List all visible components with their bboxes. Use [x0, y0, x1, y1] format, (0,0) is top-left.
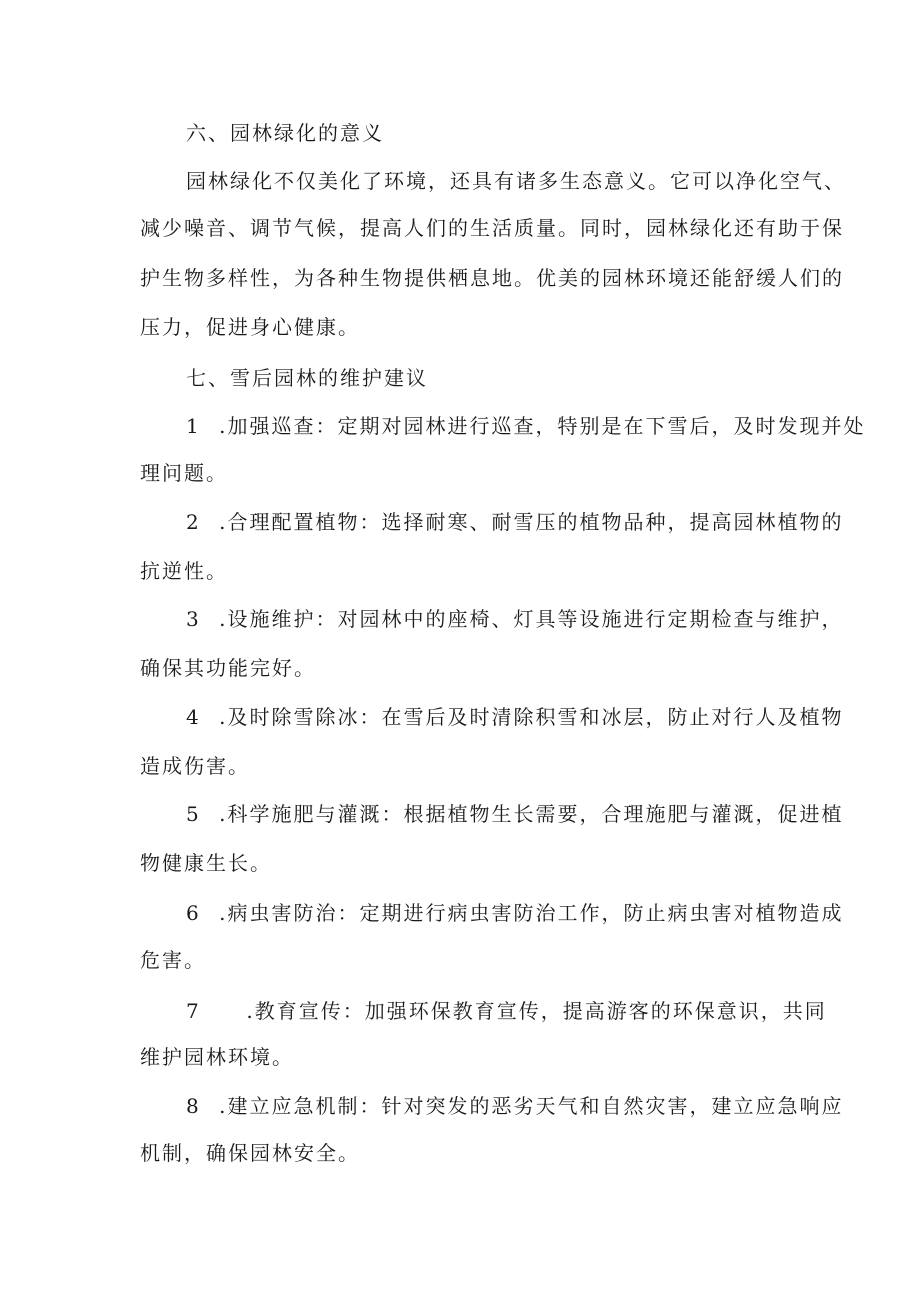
section-6-heading: 六、园林绿化的意义 [186, 121, 384, 145]
list-item-1-line-1 [186, 414, 865, 438]
list-item-5-text: .科学施肥与灌溉：根据植物生长需要，合理施肥与灌溉，促进植 [219, 802, 844, 826]
section-6-paragraph-line-2: 减少噪音、调节气候，提高人们的生活质量。同时，园林绿化还有助于保 [140, 216, 844, 240]
list-item-2-line-1 [186, 510, 843, 534]
list-item-1-line-2: 理问题。 [140, 461, 228, 485]
list-item-8-text: .建立应急机制：针对突发的恶劣天气和自然灾害，建立应急响应 [219, 1094, 844, 1118]
list-item-7-text: .教育宣传：加强环保教育宣传，提高游客的环保意识，共同 [246, 999, 827, 1023]
list-item-7-number: 7 [186, 999, 201, 1023]
list-item-8-number: 8 [186, 1094, 201, 1118]
list-item-4-line-1 [186, 705, 843, 729]
list-item-2-number: 2 [186, 510, 201, 534]
list-item-5-line-2: 物健康生长。 [140, 851, 272, 875]
list-item-7-line-2: 维护园林环境。 [140, 1045, 294, 1069]
list-item-2-text: .合理配置植物：选择耐寒、耐雪压的植物品种，提高园林植物的 [219, 510, 844, 534]
list-item-3-line-1 [186, 607, 843, 631]
list-item-6-text: .病虫害防治：定期进行病虫害防治工作，防止病虫害对植物造成 [219, 901, 844, 925]
list-item-3-line-2: 确保其功能完好。 [140, 656, 316, 680]
list-item-2-line-2: 抗逆性。 [140, 559, 228, 583]
list-item-6-line-1 [186, 901, 843, 925]
list-item-3-number: 3 [186, 607, 201, 631]
section-6-paragraph-line-3: 护生物多样性，为各种生物提供栖息地。优美的园林环境还能舒缓人们的 [140, 266, 844, 290]
list-item-6-line-2: 危害。 [140, 948, 206, 972]
list-item-4-text: .及时除雪除冰：在雪后及时清除积雪和冰层，防止对行人及植物 [219, 705, 844, 729]
list-item-1-number: 1 [186, 414, 201, 438]
list-item-8-line-1 [186, 1094, 843, 1118]
list-item-5-line-1 [186, 802, 843, 826]
list-item-5-number: 5 [186, 802, 201, 826]
section-7-heading: 七、雪后园林的维护建议 [186, 366, 428, 390]
list-item-1-text: .加强巡查：定期对园林进行巡查，特别是在下雪后，及时发现并处 [219, 414, 866, 438]
list-item-6-number: 6 [186, 901, 201, 925]
list-item-4-number: 4 [186, 705, 201, 729]
list-item-8-line-2: 机制，确保园林安全。 [140, 1141, 360, 1165]
section-6-paragraph-line-4: 压力，促进身心健康。 [140, 315, 360, 339]
list-item-7-line-1 [186, 999, 827, 1023]
list-item-4-line-2: 造成伤害。 [140, 754, 250, 778]
list-item-3-text: .设施维护：对园林中的座椅、灯具等设施进行定期检查与维护， [219, 607, 844, 631]
section-6-paragraph-line-1: 园林绿化不仅美化了环境，还具有诸多生态意义。它可以净化空气、 [186, 169, 846, 193]
